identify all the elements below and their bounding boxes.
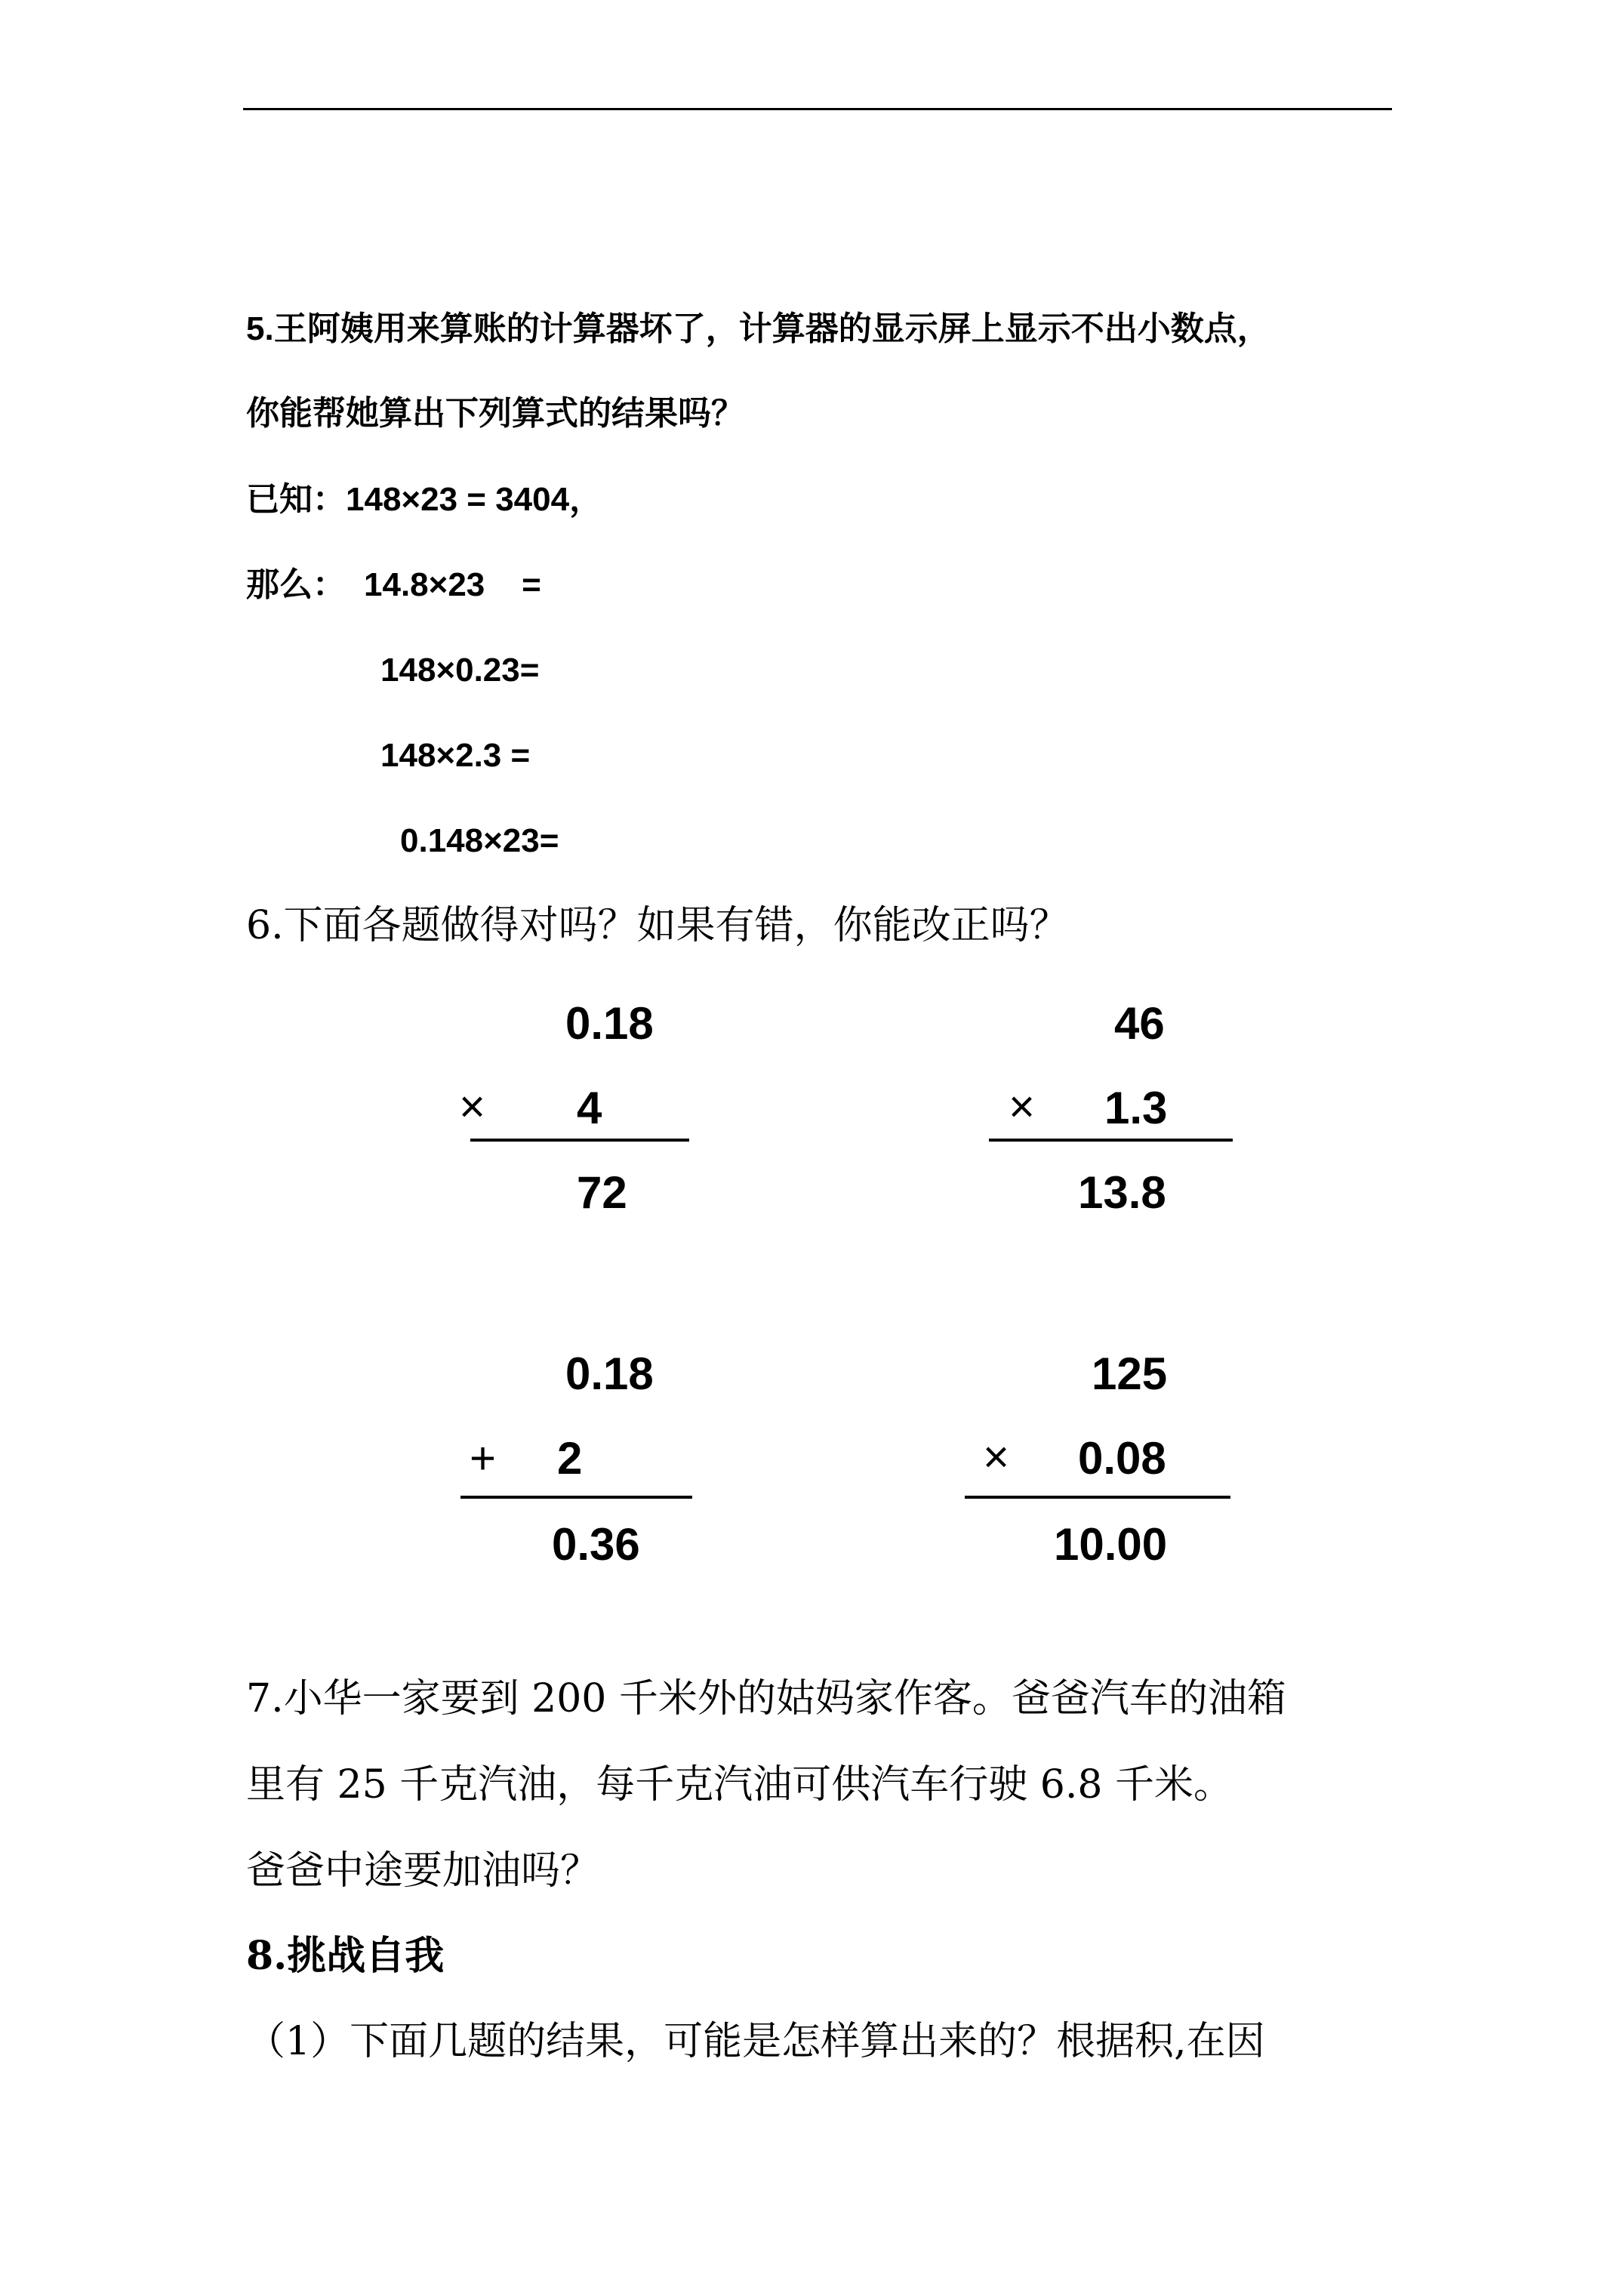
- problem1-top: 0.18: [565, 998, 654, 1049]
- q5-eq2: 148×0.23=: [380, 652, 540, 689]
- q7-line2: 里有 25 千克汽油，每千克汽油可供汽车行驶 6.8 千米。: [246, 1762, 1233, 1808]
- problem3-result: 0.36: [552, 1519, 640, 1570]
- q5-then-label: 那么：: [246, 566, 346, 603]
- q8-title: 8.挑战自我: [246, 1933, 445, 1979]
- problem1-op: ×: [459, 1081, 486, 1132]
- problem2-op: ×: [1009, 1081, 1036, 1132]
- problem2-result: 13.8: [1078, 1167, 1166, 1218]
- q5-line2: 你能帮她算出下列算式的结果吗？: [246, 395, 744, 432]
- problem4-bottom: 0.08: [1078, 1433, 1166, 1484]
- problem3-bottom: 2: [557, 1433, 583, 1484]
- q7-line1: 7.小华一家要到 200 千米外的姑妈家作客。爸爸汽车的油箱: [246, 1676, 1286, 1721]
- q5-line1: 5.王阿姨用来算账的计算器坏了，计算器的显示屏上显示不出小数点，: [246, 310, 1270, 347]
- header-rule: [243, 108, 1392, 110]
- q5-known: 已知：148×23 = 3404，: [246, 481, 603, 518]
- problem4-top: 125: [1092, 1348, 1168, 1399]
- problem3-top: 0.18: [565, 1348, 654, 1399]
- q5-eq4: 0.148×23=: [400, 822, 559, 859]
- problem2-underline: [989, 1139, 1233, 1142]
- problem3-underline: [460, 1496, 692, 1499]
- problem1-result: 72: [577, 1167, 627, 1218]
- problem1-bottom: 4: [577, 1083, 602, 1133]
- q6-title: 6.下面各题做得对吗？如果有错，你能改正吗？: [246, 903, 1069, 948]
- problem4-underline: [965, 1496, 1230, 1499]
- q8-sub1: （1）下面几题的结果，可能是怎样算出来的？根据积,在因: [246, 2019, 1265, 2064]
- q7-line3: 爸爸中途要加油吗？: [246, 1848, 600, 1894]
- problem2-bottom: 1.3: [1104, 1083, 1168, 1133]
- problem3-op: +: [470, 1433, 497, 1484]
- q5-eq1: 14.8×23 =: [364, 566, 541, 603]
- problem2-top: 46: [1114, 998, 1165, 1049]
- q5-eq3: 148×2.3 =: [380, 737, 531, 774]
- problem4-op: ×: [983, 1432, 1010, 1482]
- problem4-result: 10.00: [1054, 1519, 1168, 1570]
- problem1-underline: [470, 1139, 689, 1142]
